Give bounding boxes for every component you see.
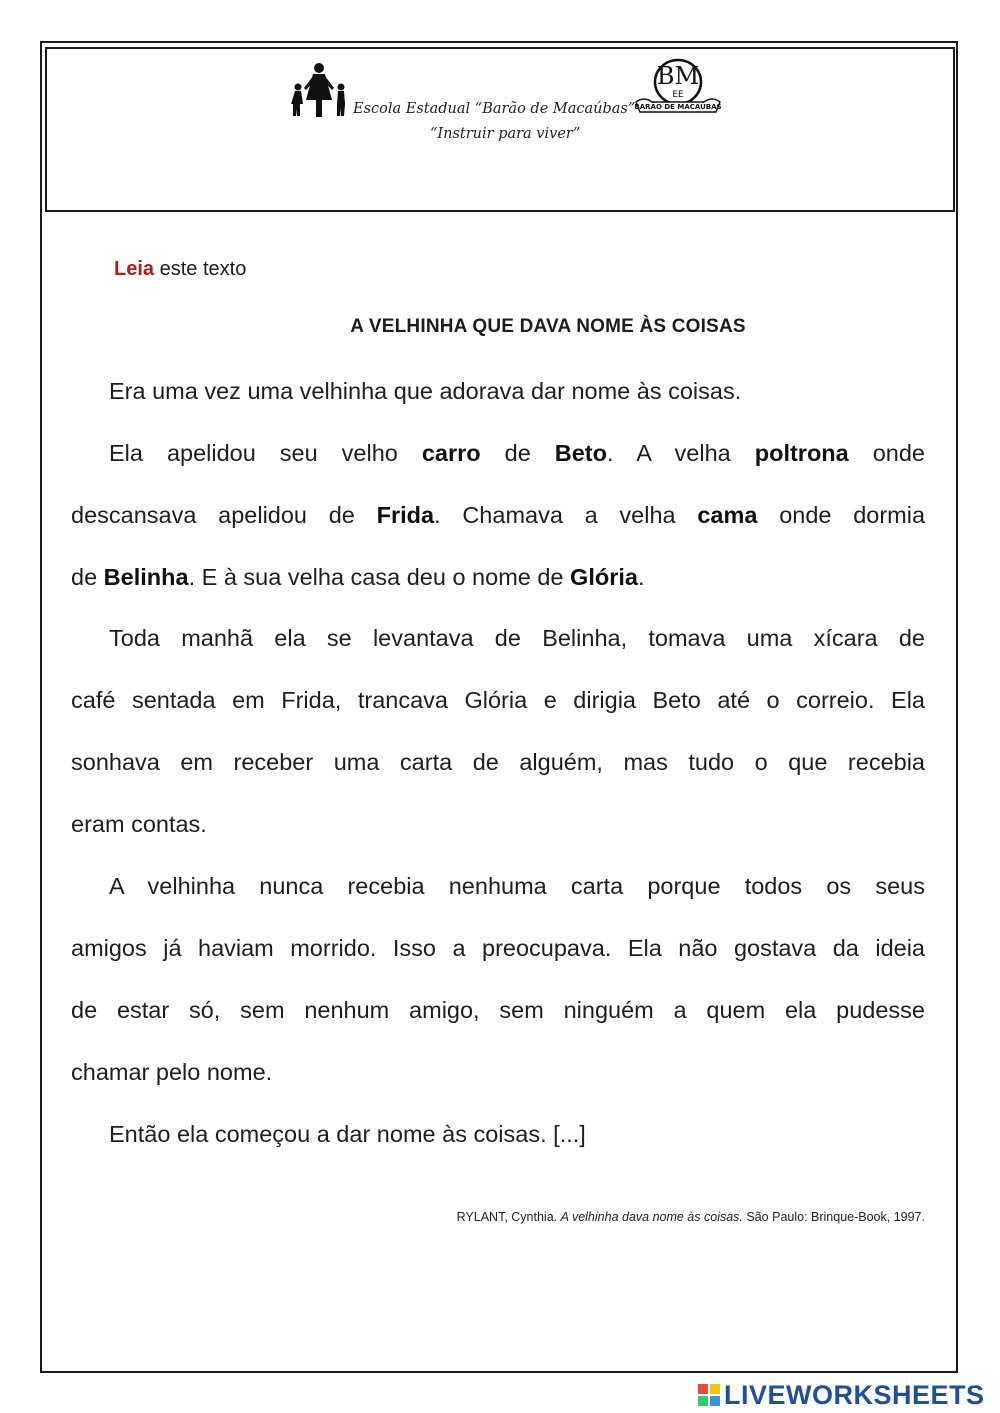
instruction-verb: Leia xyxy=(114,258,155,280)
crest-ribbon-text: BARÃO DE MACAÚBAS xyxy=(634,103,722,111)
text-span: . xyxy=(637,564,645,590)
paragraph-2-line-3 xyxy=(71,564,645,591)
paragraph-3-line-1: Toda manhã ela se levantava de Belinha, tomava uma xícara de xyxy=(109,625,925,651)
bold-word-belinha: Belinha xyxy=(103,564,189,590)
citation xyxy=(457,1210,925,1224)
paragraph-3-line-4: eram contas. xyxy=(71,811,207,837)
text-span: onde xyxy=(872,440,925,466)
crest-sub: EE xyxy=(672,90,684,100)
paragraph-3-line-2: café sentada em Frida, trancava Glória e dirigia Beto até o correio. Ela xyxy=(71,687,925,713)
bold-word-carro: carro xyxy=(421,440,481,466)
text-span: . Chamava a velha xyxy=(434,502,676,528)
text-span: Ela apelidou seu velho xyxy=(109,440,398,466)
reading-instruction xyxy=(114,258,246,281)
bold-word-poltrona: poltrona xyxy=(754,440,849,466)
bold-word-beto: Beto xyxy=(554,440,607,466)
citation-author: RYLANT, Cynthia. xyxy=(456,1210,558,1224)
story-title: A VELHINHA QUE DAVA NOME ÀS COISAS xyxy=(350,316,746,337)
paragraph-4-line-2: amigos já haviam morrido. Isso a preocupava. Ela não gostava da ideia xyxy=(71,935,925,961)
crest-letters: BM xyxy=(656,62,700,90)
text-span: onde dormia xyxy=(779,502,926,528)
school-crest-logo xyxy=(634,58,722,120)
liveworksheets-logo-icon xyxy=(698,1384,720,1406)
paragraph-2-line-2 xyxy=(71,502,925,529)
paragraph-4-line-3: de estar só, sem nenhum amigo, sem ninguém a quem ela pudesse xyxy=(71,997,925,1023)
text-span: descansava apelidou de xyxy=(71,502,355,528)
school-motto: “Instruir para viver” xyxy=(430,126,581,142)
instruction-rest: este texto xyxy=(159,258,247,280)
family-logo-icon xyxy=(286,62,352,118)
paragraph-2-line-1 xyxy=(109,440,925,467)
watermark-text: LIVEWORKSHEETS xyxy=(724,1379,985,1410)
paragraph-1: Era uma vez uma velhinha que adorava dar nome às coisas. xyxy=(109,378,742,404)
paragraph-4-line-1: A velhinha nunca recebia nenhuma carta porque todos os seus xyxy=(109,873,925,899)
paragraph-5: Então ela começou a dar nome às coisas. [...] xyxy=(109,1121,586,1147)
citation-work: A velhinha dava nome às coisas. xyxy=(560,1210,743,1224)
text-span: de xyxy=(504,440,531,466)
text-span: . E à sua velha casa deu o nome de xyxy=(188,564,564,590)
bold-word-frida: Frida xyxy=(376,502,435,528)
liveworksheets-watermark xyxy=(698,1378,985,1412)
bold-word-cama: cama xyxy=(697,502,758,528)
text-span: . A velha xyxy=(606,440,731,466)
text-span: de xyxy=(71,564,98,590)
citation-publisher: São Paulo: Brinque-Book, 1997. xyxy=(746,1210,925,1224)
school-name: Escola Estadual “Barão de Macaúbas” xyxy=(353,101,636,117)
bold-word-gloria: Glória xyxy=(570,564,638,590)
paragraph-3-line-3: sonhava em receber uma carta de alguém, mas tudo o que recebia xyxy=(71,749,925,775)
paragraph-4-line-4: chamar pelo nome. xyxy=(71,1059,273,1085)
